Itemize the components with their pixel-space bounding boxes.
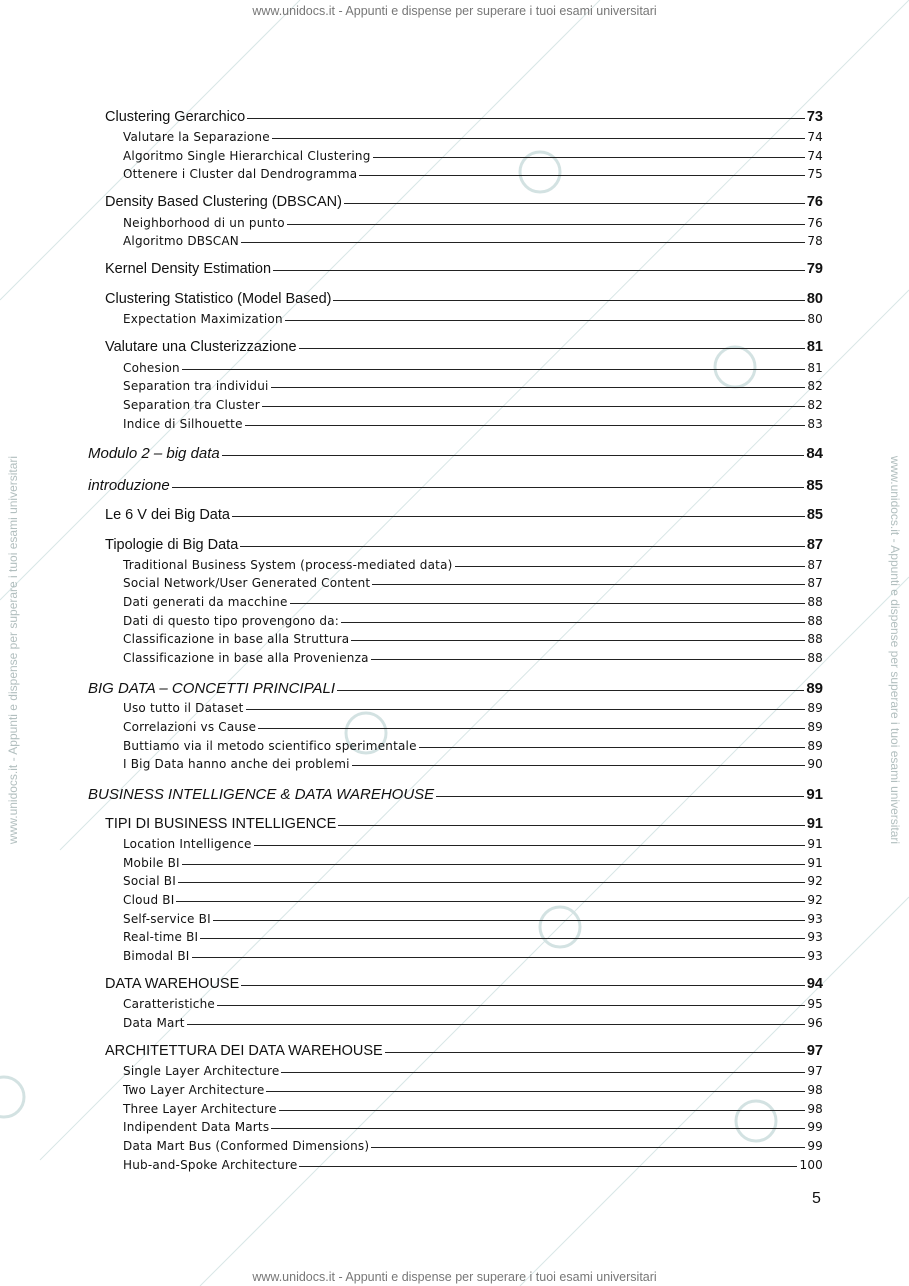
toc-entry[interactable] — [123, 167, 823, 181]
toc-entry[interactable] — [123, 1064, 823, 1078]
toc-leader-line — [245, 425, 806, 426]
toc-entry-title: Classificazione in base alla Provenienza — [123, 651, 369, 665]
toc-entry-page: 74 — [807, 130, 823, 144]
toc-leader-line — [200, 938, 805, 939]
toc-entry-page: 100 — [799, 1158, 823, 1172]
toc-entry-title: Separation tra individui — [123, 379, 269, 393]
toc-leader-line — [290, 603, 806, 604]
toc-entry[interactable] — [123, 837, 823, 851]
toc-entry[interactable] — [123, 930, 823, 944]
toc-entry-title: Two Layer Architecture — [123, 1083, 265, 1097]
toc-entry-page: 81 — [807, 361, 823, 375]
toc-leader-line — [192, 957, 806, 958]
toc-entry-title: Hub-and-Spoke Architecture — [123, 1158, 298, 1172]
toc-entry[interactable] — [88, 786, 823, 803]
toc-entry-page: 83 — [807, 417, 823, 431]
toc-entry-title: BIG DATA – CONCETTI PRINCIPALI — [88, 680, 335, 697]
toc-entry-title: Valutare la Separazione — [123, 130, 270, 144]
toc-leader-line — [285, 320, 806, 321]
page-number: 5 — [812, 1190, 821, 1207]
toc-leader-line — [232, 516, 805, 517]
toc-entry-page: 91 — [806, 786, 823, 803]
toc-entry-title: Dati di questo tipo provengono da: — [123, 614, 339, 628]
toc-entry-page: 89 — [807, 701, 823, 715]
toc-entry[interactable] — [123, 1158, 823, 1172]
toc-entry[interactable] — [123, 216, 823, 230]
toc-entry-page: 97 — [807, 1064, 823, 1078]
toc-entry[interactable] — [105, 816, 823, 832]
toc-entry[interactable] — [123, 739, 823, 753]
toc-entry[interactable] — [123, 614, 823, 628]
toc-entry[interactable] — [123, 379, 823, 393]
toc-entry-title: Caratteristiche — [123, 997, 215, 1011]
toc-entry-page: 75 — [807, 167, 823, 181]
toc-entry-title: Expectation Maximization — [123, 312, 283, 326]
toc-entry[interactable] — [123, 912, 823, 926]
toc-leader-line — [262, 406, 805, 407]
toc-entry-title: Correlazioni vs Cause — [123, 720, 257, 734]
toc-entry-page: 84 — [806, 445, 823, 462]
toc-leader-line — [373, 157, 806, 158]
toc-entry[interactable] — [123, 417, 823, 431]
toc-leader-line — [455, 566, 806, 567]
toc-entry-title: ARCHITETTURA DEI DATA WAREHOUSE — [105, 1043, 383, 1059]
toc-leader-line — [258, 728, 805, 729]
toc-entry-title: Bimodal BI — [123, 949, 190, 963]
toc-entry-title: Indice di Silhouette — [123, 417, 243, 431]
toc-leader-line — [187, 1024, 806, 1025]
toc-entry-title: Classificazione in base alla Struttura — [123, 632, 350, 646]
toc-entry-title: Mobile BI — [123, 856, 180, 870]
toc-entry-title: Self-service BI — [123, 912, 211, 926]
toc-entry[interactable] — [123, 1120, 823, 1134]
toc-leader-line — [341, 622, 805, 623]
watermark-left: www.unidocs.it - Appunti e dispense per superare i tuoi esami universitari — [6, 455, 20, 845]
toc-leader-line — [271, 387, 806, 388]
toc-leader-line — [281, 1072, 805, 1073]
toc-entry-title: Neighborhood di un punto — [123, 216, 285, 230]
toc-entry[interactable] — [123, 576, 823, 590]
toc-entry[interactable] — [123, 632, 823, 646]
toc-entry[interactable] — [105, 261, 823, 277]
toc-entry[interactable] — [123, 720, 823, 734]
toc-entry[interactable] — [123, 130, 823, 144]
toc-entry-page: 90 — [807, 757, 823, 771]
toc-entry-page: 98 — [807, 1083, 823, 1097]
toc-entry-title: Real-time BI — [123, 930, 199, 944]
toc-entry-page: 82 — [807, 398, 823, 412]
toc-leader-line — [299, 1166, 797, 1167]
toc-entry-page: 95 — [807, 997, 823, 1011]
toc-entry-title: BUSINESS INTELLIGENCE & DATA WAREHOUSE — [88, 786, 435, 803]
toc-entry[interactable] — [123, 893, 823, 907]
toc-leader-line — [372, 584, 805, 585]
toc-entry-title: Data Mart Bus (Conformed Dimensions) — [123, 1139, 370, 1153]
toc-entry[interactable] — [123, 361, 823, 375]
toc-leader-line — [344, 203, 805, 204]
toc-entry-title: Three Layer Architecture — [123, 1102, 277, 1116]
toc-entry-title: TIPI DI BUSINESS INTELLIGENCE — [105, 816, 337, 832]
toc-leader-line — [213, 920, 806, 921]
toc-leader-line — [337, 690, 804, 691]
toc-entry-title: Clustering Statistico (Model Based) — [105, 291, 332, 307]
toc-entry[interactable] — [123, 997, 823, 1011]
toc-leader-line — [352, 765, 806, 766]
toc-entry-title: DATA WAREHOUSE — [105, 976, 240, 992]
toc-leader-line — [271, 1128, 805, 1129]
toc-entry-page: 88 — [807, 651, 823, 665]
toc-leader-line — [241, 985, 805, 986]
toc-entry-page: 93 — [807, 949, 823, 963]
toc-entry-title: Tipologie di Big Data — [105, 537, 239, 553]
toc-entry-page: 97 — [806, 1043, 823, 1059]
toc-entry-page: 92 — [807, 874, 823, 888]
toc-entry-page: 85 — [806, 477, 823, 494]
toc-entry-page: 87 — [807, 576, 823, 590]
toc-entry[interactable] — [123, 312, 823, 326]
toc-entry-title: Cohesion — [123, 361, 180, 375]
toc-entry-page: 73 — [806, 109, 823, 125]
toc-leader-line — [273, 270, 805, 271]
toc-entry-page: 89 — [807, 720, 823, 734]
toc-entry[interactable] — [105, 537, 823, 553]
toc-entry-page: 92 — [807, 893, 823, 907]
toc-entry-page: 82 — [807, 379, 823, 393]
toc-entry-page: 89 — [807, 739, 823, 753]
toc-leader-line — [287, 224, 806, 225]
toc-entry-title: Social BI — [123, 874, 176, 888]
toc-entry[interactable] — [123, 398, 823, 412]
toc-entry-title: Buttiamo via il metodo scientifico sperimentale — [123, 739, 417, 753]
toc-entry-title: Modulo 2 – big data — [88, 445, 220, 462]
toc-entry-page: 98 — [807, 1102, 823, 1116]
toc-entry-title: Le 6 V dei Big Data — [105, 507, 230, 523]
toc-leader-line — [436, 796, 804, 797]
toc-leader-line — [222, 455, 805, 456]
watermark-right: www.unidocs.it - Appunti e dispense per superare i tuoi esami universitari — [888, 455, 902, 845]
toc-entry-page: 80 — [807, 312, 823, 326]
toc-leader-line — [172, 487, 805, 488]
toc-entry-title: Indipendent Data Marts — [123, 1120, 270, 1134]
toc-leader-line — [254, 845, 806, 846]
toc-entry[interactable] — [123, 874, 823, 888]
toc-leader-line — [247, 118, 805, 119]
toc-entry-title: Dati generati da macchine — [123, 595, 288, 609]
toc-entry-page: 74 — [807, 149, 823, 163]
toc-entry-page: 91 — [806, 816, 823, 832]
toc-entry-page: 87 — [807, 558, 823, 572]
toc-entry-title: Single Layer Architecture — [123, 1064, 280, 1078]
toc-entry[interactable] — [123, 651, 823, 665]
toc-entry[interactable] — [105, 976, 823, 992]
toc-entry-title: introduzione — [88, 477, 170, 494]
toc-entry[interactable] — [88, 445, 823, 462]
toc-entry[interactable] — [105, 339, 823, 355]
toc-entry-page: 91 — [807, 837, 823, 851]
toc-entry[interactable] — [105, 507, 823, 523]
toc-leader-line — [385, 1052, 805, 1053]
toc-entry-page: 80 — [806, 291, 823, 307]
toc-leader-line — [359, 175, 805, 176]
toc-entry-page: 81 — [806, 339, 823, 355]
toc-entry[interactable] — [123, 757, 823, 771]
toc-entry[interactable] — [123, 856, 823, 870]
toc-entry-title: Location Intelligence — [123, 837, 252, 851]
toc-entry-page: 94 — [806, 976, 823, 992]
toc-entry[interactable] — [123, 949, 823, 963]
toc-leader-line — [279, 1110, 806, 1111]
toc-entry-title: Clustering Gerarchico — [105, 109, 246, 125]
toc-entry[interactable] — [105, 1043, 823, 1059]
toc-entry[interactable] — [123, 149, 823, 163]
toc-entry-page: 79 — [806, 261, 823, 277]
toc-leader-line — [217, 1005, 805, 1006]
toc-leader-line — [246, 709, 806, 710]
toc-leader-line — [182, 864, 806, 865]
toc-entry-page: 93 — [807, 930, 823, 944]
toc-entry-page: 76 — [806, 194, 823, 210]
toc-entry-title: Social Network/User Generated Content — [123, 576, 371, 590]
toc-leader-line — [266, 1091, 805, 1092]
toc-entry-page: 99 — [807, 1120, 823, 1134]
toc-entry-title: Data Mart — [123, 1016, 185, 1030]
toc-entry-page: 87 — [806, 537, 823, 553]
toc-entry-page: 91 — [807, 856, 823, 870]
toc-entry-page: 93 — [807, 912, 823, 926]
toc-entry[interactable] — [105, 291, 823, 307]
toc-leader-line — [351, 640, 805, 641]
toc-entry-title: I Big Data hanno anche dei problemi — [123, 757, 350, 771]
toc-entry-title: Separation tra Cluster — [123, 398, 260, 412]
toc-leader-line — [272, 138, 806, 139]
watermark-footer: www.unidocs.it - Appunti e dispense per superare i tuoi esami universitari — [252, 1270, 657, 1284]
toc-entry-title: Ottenere i Cluster dal Dendrogramma — [123, 167, 358, 181]
watermark-header: www.unidocs.it - Appunti e dispense per superare i tuoi esami universitari — [252, 4, 657, 18]
toc-leader-line — [338, 825, 805, 826]
toc-entry[interactable] — [123, 595, 823, 609]
toc-entry-page: 96 — [807, 1016, 823, 1030]
toc-leader-line — [419, 747, 806, 748]
toc-leader-line — [176, 901, 805, 902]
toc-entry-title: Uso tutto il Dataset — [123, 701, 244, 715]
toc-entry-page: 99 — [807, 1139, 823, 1153]
toc-entry[interactable] — [105, 109, 823, 125]
toc-entry-page: 88 — [807, 614, 823, 628]
toc-leader-line — [333, 300, 804, 301]
toc-entry[interactable] — [123, 1016, 823, 1030]
toc-entry[interactable] — [123, 558, 823, 572]
toc-entry-page: 88 — [807, 632, 823, 646]
toc-leader-line — [371, 659, 806, 660]
toc-leader-line — [299, 348, 805, 349]
toc-entry[interactable] — [123, 1102, 823, 1116]
toc-entry[interactable] — [123, 1083, 823, 1097]
toc-entry[interactable] — [88, 477, 823, 494]
toc-entry-page: 89 — [806, 680, 823, 697]
toc-entry-page: 76 — [807, 216, 823, 230]
toc-entry-title: Algoritmo Single Hierarchical Clustering — [123, 149, 371, 163]
toc-leader-line — [371, 1147, 805, 1148]
toc-entry-title: Algoritmo DBSCAN — [123, 234, 239, 248]
toc-entry[interactable] — [123, 234, 823, 248]
toc-entry[interactable] — [123, 701, 823, 715]
toc-leader-line — [182, 369, 805, 370]
toc-leader-line — [178, 882, 805, 883]
toc-entry-title: Kernel Density Estimation — [105, 261, 272, 277]
toc-entry-page: 85 — [806, 507, 823, 523]
toc-entry-title: Valutare una Clusterizzazione — [105, 339, 297, 355]
toc-entry[interactable] — [105, 194, 823, 210]
toc-entry-title: Traditional Business System (process-mediated data) — [123, 558, 453, 572]
toc-entry-page: 88 — [807, 595, 823, 609]
toc-entry[interactable] — [123, 1139, 823, 1153]
toc-leader-line — [241, 242, 805, 243]
toc-entry-page: 78 — [807, 234, 823, 248]
toc-leader-line — [240, 546, 805, 547]
toc-entry-title: Cloud BI — [123, 893, 175, 907]
toc-entry[interactable] — [88, 680, 823, 697]
toc-entry-title: Density Based Clustering (DBSCAN) — [105, 194, 342, 210]
